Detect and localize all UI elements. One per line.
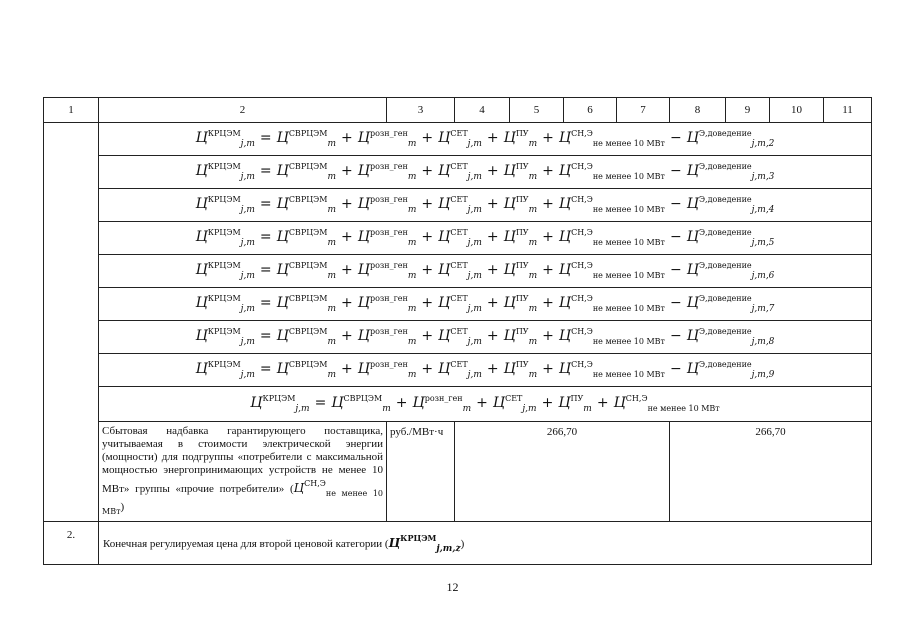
formula-cell: $Ц^{КРЦЭМ}_{j,m} = Ц^{СВРЦЭМ}_m + Ц^{розн\_ген}_m + Ц^{СЕТ}_{j,m} + Ц^{ПУ}_m + Ц^{СН,Э}_{не менее 10 МВт} - Ц^{Э,доведение}_{j,m,6}$: [99, 255, 872, 288]
wholesale-price-term: $Ц^{СВРЦЭМ}_m$: [276, 228, 337, 248]
sales-markup-term: $Ц^{СН,Э}_{не менее 10 МВт}$: [558, 195, 665, 214]
network-term: $Ц^{СЕТ}_{j,m}$: [438, 162, 482, 182]
header-col-10: 10: [770, 98, 824, 123]
final-price-symbol: $Ц^{КРЦЭМ}_{j,m,z}$: [388, 532, 461, 554]
adjustment-term: $Ц^{Э,доведение}_{j,m,9}$: [686, 360, 775, 380]
formula-row: [44, 354, 872, 387]
value-cell-b: 266,70: [670, 422, 872, 522]
formula-cell: $Ц^{КРЦЭМ}_{j,m} = Ц^{СВРЦЭМ}_m + Ц^{розн\_ген}_m + Ц^{СЕТ}_{j,m} + Ц^{ПУ}_m + Ц^{СН,Э}_{не менее 10 МВт} - Ц^{Э,доведение}_{j,m,3}$: [99, 156, 872, 189]
formula-cell: $Ц^{КРЦЭМ}_{j,m} = Ц^{СВРЦЭМ}_m + Ц^{розн\_ген}_m + Ц^{СЕТ}_{j,m} + Ц^{ПУ}_m + Ц^{СН,Э}_{не менее 10 МВт} - Ц^{Э,доведение}_{j,m,8}$: [99, 321, 872, 354]
infrastructure-term: $Ц^{ПУ}_m$: [503, 360, 538, 380]
price-symbol-lhs: $Ц^{КРЦЭМ}_{j,m}$: [195, 327, 255, 347]
wholesale-price-term: $Ц^{СВРЦЭМ}_m$: [276, 195, 337, 215]
retail-gen-term: $Ц^{розн\_ген}_m$: [357, 228, 417, 248]
unit-cell: руб./МВт·ч: [387, 422, 455, 522]
value-cell-a: 266,70: [455, 422, 670, 522]
adjustment-term: $Ц^{Э,доведение}_{j,m,5}$: [686, 228, 775, 248]
infrastructure-term: $Ц^{ПУ}_m$: [503, 327, 538, 347]
sales-markup-term: $Ц^{СН,Э}_{не менее 10 МВт}$: [558, 294, 665, 313]
formula-row: [44, 189, 872, 222]
retail-gen-term: $Ц^{розн\_ген}_m$: [357, 261, 417, 281]
infrastructure-term: $Ц^{ПУ}_m$: [503, 129, 538, 149]
retail-gen-term: $Ц^{розн\_ген}_m$: [357, 360, 417, 380]
price-symbol-lhs: $Ц^{КРЦЭМ}_{j,m}$: [195, 195, 255, 215]
formula-cell-base: $Ц^{КРЦЭМ}_{j,m} = Ц^{СВРЦЭМ}_m + Ц^{розн\_ген}_m + Ц^{СЕТ}_{j,m} + Ц^{ПУ}_m + Ц^{СН,Э}_{не менее 10 МВт}$: [99, 387, 872, 422]
row-number-cell-empty: [44, 123, 99, 522]
wholesale-price-term: $Ц^{СВРЦЭМ}_m$: [331, 394, 391, 414]
adjustment-term: $Ц^{Э,доведение}_{j,m,7}$: [686, 294, 775, 314]
formula-row: [44, 288, 872, 321]
header-col-6: 6: [564, 98, 617, 123]
infrastructure-term: $Ц^{ПУ}_m$: [503, 261, 538, 281]
wholesale-price-term: $Ц^{СВРЦЭМ}_m$: [276, 360, 337, 380]
retail-gen-term: $Ц^{розн\_ген}_m$: [357, 195, 417, 215]
row-2: [44, 522, 872, 565]
formula-row: [44, 321, 872, 354]
sales-markup-term: $Ц^{СН,Э}_{не менее 10 МВт}$: [558, 327, 665, 346]
infrastructure-term: $Ц^{ПУ}_m$: [503, 195, 538, 215]
formula-row: [44, 222, 872, 255]
price-symbol-lhs: $Ц^{КРЦЭМ}_{j,m}$: [195, 360, 255, 380]
adjustment-term: $Ц^{Э,доведение}_{j,m,3}$: [686, 162, 775, 182]
header-col-9: 9: [726, 98, 770, 123]
price-symbol-lhs: $Ц^{КРЦЭМ}_{j,m}$: [250, 394, 310, 414]
page-number: 12: [446, 580, 459, 594]
header-col-1: 1: [44, 98, 99, 123]
markup-row: [44, 422, 872, 522]
network-term: $Ц^{СЕТ}_{j,m}$: [438, 261, 482, 281]
markup-symbol: $Ц^{СН,Э}_{не менее 10 МВт}$: [102, 479, 384, 516]
price-symbol-lhs: $Ц^{КРЦЭМ}_{j,m}$: [195, 228, 255, 248]
retail-gen-term: $Ц^{розн\_ген}_m$: [357, 327, 417, 347]
sales-markup-term: $Ц^{СН,Э}_{не менее 10 МВт}$: [558, 360, 665, 379]
header-col-8: 8: [670, 98, 726, 123]
header-row: [44, 98, 872, 123]
network-term: $Ц^{СЕТ}_{j,m}$: [438, 360, 482, 380]
sales-markup-term: $Ц^{СН,Э}_{не менее 10 МВт}$: [558, 228, 665, 247]
price-symbol-lhs: $Ц^{КРЦЭМ}_{j,m}$: [195, 294, 255, 314]
formula-row: [44, 123, 872, 156]
price-symbol-lhs: $Ц^{КРЦЭМ}_{j,m}$: [195, 162, 255, 182]
wholesale-price-term: $Ц^{СВРЦЭМ}_m$: [276, 294, 337, 314]
infrastructure-term: $Ц^{ПУ}_m$: [503, 162, 538, 182]
tariff-table: [43, 97, 872, 565]
price-symbol-lhs: $Ц^{КРЦЭМ}_{j,m}$: [195, 129, 255, 149]
formula-cell: $Ц^{КРЦЭМ}_{j,m} = Ц^{СВРЦЭМ}_m + Ц^{розн\_ген}_m + Ц^{СЕТ}_{j,m} + Ц^{ПУ}_m + Ц^{СН,Э}_{не менее 10 МВт} - Ц^{Э,доведение}_{j,m,7}$: [99, 288, 872, 321]
header-col-2: 2: [99, 98, 387, 123]
adjustment-term: $Ц^{Э,доведение}_{j,m,2}$: [686, 129, 775, 149]
header-col-7: 7: [617, 98, 670, 123]
adjustment-term: $Ц^{Э,доведение}_{j,m,8}$: [686, 327, 775, 347]
network-term: $Ц^{СЕТ}_{j,m}$: [492, 394, 537, 414]
formula-row: [44, 255, 872, 288]
formula-cell: $Ц^{КРЦЭМ}_{j,m} = Ц^{СВРЦЭМ}_m + Ц^{розн\_ген}_m + Ц^{СЕТ}_{j,m} + Ц^{ПУ}_m + Ц^{СН,Э}_{не менее 10 МВт} - Ц^{Э,доведение}_{j,m,4}$: [99, 189, 872, 222]
network-term: $Ц^{СЕТ}_{j,m}$: [438, 327, 482, 347]
infrastructure-term: $Ц^{ПУ}_m$: [503, 294, 538, 314]
price-symbol-lhs: $Ц^{КРЦЭМ}_{j,m}$: [195, 261, 255, 281]
sales-markup-term: $Ц^{СН,Э}_{не менее 10 МВт}$: [558, 162, 665, 181]
sales-markup-term: $Ц^{СН,Э}_{не менее 10 МВт}$: [613, 394, 720, 413]
formula-cell: $Ц^{КРЦЭМ}_{j,m} = Ц^{СВРЦЭМ}_m + Ц^{розн\_ген}_m + Ц^{СЕТ}_{j,m} + Ц^{ПУ}_m + Ц^{СН,Э}_{не менее 10 МВт} - Ц^{Э,доведение}_{j,m,5}$: [99, 222, 872, 255]
row-2-text: Конечная регулируемая цена для второй ценовой категории $(Ц^{КРЦЭМ}_{j,m,z})$: [99, 522, 872, 565]
adjustment-term: $Ц^{Э,доведение}_{j,m,4}$: [686, 195, 775, 215]
header-col-5: 5: [510, 98, 564, 123]
wholesale-price-term: $Ц^{СВРЦЭМ}_m$: [276, 162, 337, 182]
formula-cell: $Ц^{КРЦЭМ}_{j,m} = Ц^{СВРЦЭМ}_m + Ц^{розн\_ген}_m + Ц^{СЕТ}_{j,m} + Ц^{ПУ}_m + Ц^{СН,Э}_{не менее 10 МВт} - Ц^{Э,доведение}_{j,m,2}$: [99, 123, 872, 156]
sales-markup-term: $Ц^{СН,Э}_{не менее 10 МВт}$: [558, 129, 665, 148]
wholesale-price-term: $Ц^{СВРЦЭМ}_m$: [276, 261, 337, 281]
network-term: $Ц^{СЕТ}_{j,m}$: [438, 129, 482, 149]
retail-gen-term: $Ц^{розн\_ген}_m$: [412, 394, 472, 414]
retail-gen-term: $Ц^{розн\_ген}_m$: [357, 162, 417, 182]
markup-description: Сбытовая надбавка гарантирующего поставщика, учитываемая в стоимости электрической энергии (мощности) для подгруппы «потребители с максимальной мощностью энергопринимающих устройств не менее 10 МВт» группы «прочие потребители» $(Ц^{СН,Э}_{не менее 10 МВт})$: [99, 422, 387, 522]
header-col-4: 4: [455, 98, 510, 123]
header-col-11: 11: [824, 98, 872, 123]
wholesale-price-term: $Ц^{СВРЦЭМ}_m$: [276, 129, 337, 149]
wholesale-price-term: $Ц^{СВРЦЭМ}_m$: [276, 327, 337, 347]
sales-markup-term: $Ц^{СН,Э}_{не менее 10 МВт}$: [558, 261, 665, 280]
network-term: $Ц^{СЕТ}_{j,m}$: [438, 294, 482, 314]
formula-row-base: [44, 387, 872, 422]
retail-gen-term: $Ц^{розн\_ген}_m$: [357, 129, 417, 149]
formula-row: [44, 156, 872, 189]
row-2-number: 2.: [44, 522, 99, 565]
network-term: $Ц^{СЕТ}_{j,m}$: [438, 228, 482, 248]
adjustment-term: $Ц^{Э,доведение}_{j,m,6}$: [686, 261, 775, 281]
header-col-3: 3: [387, 98, 455, 123]
network-term: $Ц^{СЕТ}_{j,m}$: [438, 195, 482, 215]
formula-cell: $Ц^{КРЦЭМ}_{j,m} = Ц^{СВРЦЭМ}_m + Ц^{розн\_ген}_m + Ц^{СЕТ}_{j,m} + Ц^{ПУ}_m + Ц^{СН,Э}_{не менее 10 МВт} - Ц^{Э,доведение}_{j,m,9}$: [99, 354, 872, 387]
retail-gen-term: $Ц^{розн\_ген}_m$: [357, 294, 417, 314]
infrastructure-term: $Ц^{ПУ}_m$: [558, 394, 592, 414]
infrastructure-term: $Ц^{ПУ}_m$: [503, 228, 538, 248]
